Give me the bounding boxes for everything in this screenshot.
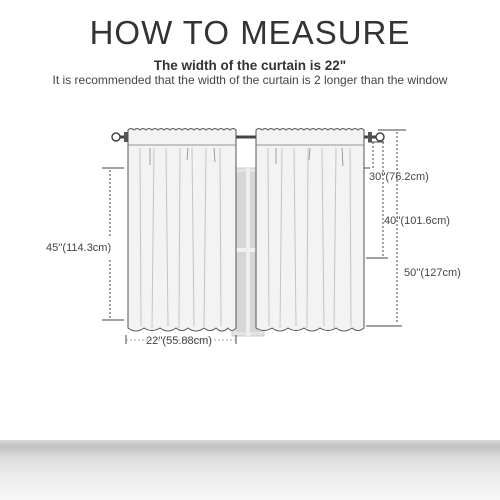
panel-length-label: 45''(114.3cm) [46,242,112,254]
rod-to-floor-dimension [366,130,406,326]
recommendation-note: It is recommended that the width of the curtain is 2 longer than the window [52,73,448,87]
page-title: HOW TO MEASURE [89,14,411,51]
rod-to-window-top-dimension [364,142,384,168]
curtain-panel-right [256,129,364,332]
rod-to-window-top-label: 30''(76.2cm) [369,171,429,183]
curtain-width-heading: The width of the curtain is 22" [153,58,347,73]
rod-to-window-bottom-label: 40''(101.6cm) [384,215,450,227]
curtain-panel-left [128,129,236,332]
rod-to-window-bottom-dimension [366,142,388,258]
floor [0,440,500,500]
rod-to-floor-label: 50''(127cm) [404,267,461,279]
panel-width-label: 22''(55.88cm) [146,335,212,347]
